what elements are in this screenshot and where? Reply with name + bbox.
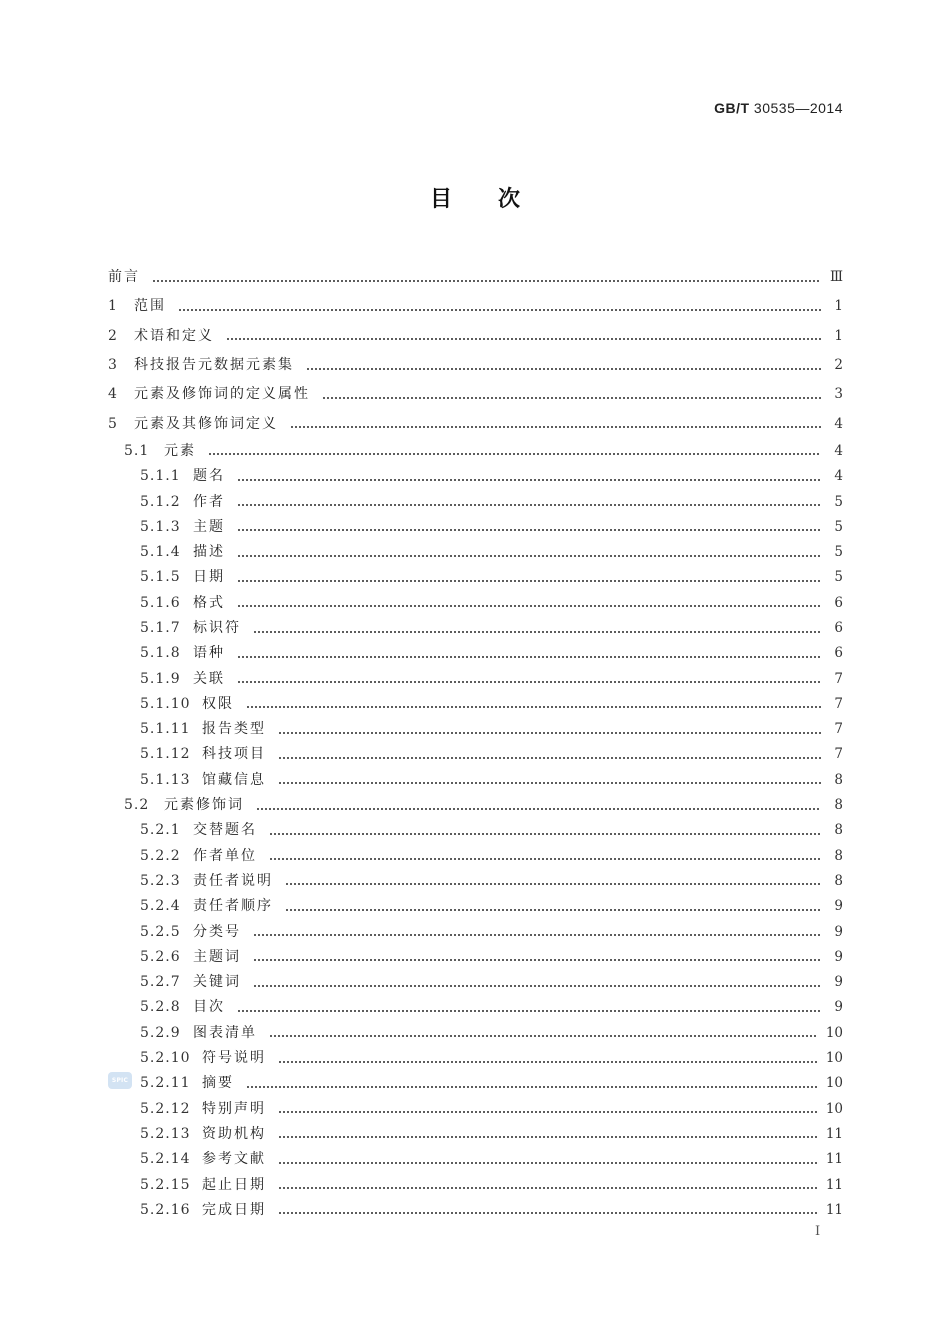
toc-dot-leader (256, 808, 821, 810)
toc-dot-leader (253, 959, 821, 961)
toc-entry-number: 5.2.16 (140, 1201, 191, 1218)
toc-dot-leader (322, 397, 821, 399)
toc-entry-title: 分类号 (193, 923, 241, 940)
toc-entry-page: 8 (834, 797, 843, 814)
toc-entry-page: 5 (834, 544, 843, 561)
standard-code (714, 100, 843, 116)
toc-dot-leader (278, 1187, 818, 1189)
page-folio: I (815, 1224, 821, 1239)
toc-entry-number: 1 (108, 298, 118, 315)
toc-entry-page: 8 (834, 822, 843, 839)
toc-entry-number: 5.1.11 (140, 721, 191, 738)
toc-dot-leader (246, 1086, 818, 1088)
toc-entry-page: 8 (834, 872, 843, 889)
toc-entry-page: 8 (834, 771, 843, 788)
toc-entry-title: 关联 (193, 670, 225, 687)
toc-entry[interactable] (108, 464, 843, 489)
toc-entry[interactable] (108, 945, 843, 970)
toc-entry-page: 7 (834, 695, 843, 712)
toc-entry-number: 4 (108, 386, 118, 403)
toc-entry[interactable] (108, 1046, 843, 1071)
toc-entry-title: 参考文献 (202, 1151, 266, 1168)
toc-dot-leader (237, 656, 821, 658)
toc-dot-leader (278, 1212, 818, 1214)
toc-entry-page: 9 (834, 898, 843, 915)
page-title: 目次 (429, 187, 566, 212)
toc-dot-leader (237, 529, 821, 531)
toc-entry-number: 5.1.4 (140, 544, 181, 561)
toc-entry[interactable] (108, 844, 843, 869)
toc-dot-leader (278, 1111, 818, 1113)
toc-entry-number: 5.2.11 (140, 1075, 191, 1092)
toc-entry-page: 9 (834, 974, 843, 991)
toc-entry-title: 完成日期 (202, 1201, 266, 1218)
toc-entry-number: 5.2.5 (140, 923, 181, 940)
toc-entry-page: 4 (834, 442, 843, 459)
toc-dot-leader (152, 280, 821, 282)
toc-entry[interactable] (108, 692, 843, 717)
toc-entry-number: 2 (108, 327, 118, 344)
toc-entry[interactable] (108, 1071, 843, 1096)
toc-entry-number: 5.2.9 (140, 1024, 181, 1041)
toc-entry-page: 9 (834, 948, 843, 965)
toc-entry-page: 11 (825, 1176, 843, 1193)
toc-dot-leader (278, 782, 821, 784)
toc-dot-leader (226, 338, 821, 340)
toc-dot-leader (253, 985, 821, 987)
toc-entry[interactable] (108, 439, 843, 464)
toc-entry-page: 4 (834, 415, 843, 432)
toc-entry-title: 科技项目 (202, 746, 266, 763)
toc-entry-title: 起止日期 (202, 1176, 266, 1193)
toc-entry-page: 11 (825, 1125, 843, 1142)
toc-entry-page: 10 (825, 1100, 843, 1117)
toc-entry-title: 图表清单 (193, 1024, 257, 1041)
toc-entry-title: 报告类型 (202, 721, 266, 738)
toc-entry-page: Ⅲ (829, 269, 843, 286)
toc-entry-title: 元素修饰词 (164, 797, 244, 814)
toc-dot-leader (237, 1010, 821, 1012)
watermark-text: SPIC (111, 1077, 129, 1084)
standard-prefix: GB/T (714, 100, 750, 116)
toc-dot-leader (237, 681, 821, 683)
standard-number: 30535—2014 (753, 100, 843, 116)
toc-entry-number: 5.2.6 (140, 948, 181, 965)
toc-dot-leader (278, 1136, 818, 1138)
toc-entry-page: 7 (834, 670, 843, 687)
toc-entry-page: 7 (834, 721, 843, 738)
toc-entry-page: 10 (825, 1050, 843, 1067)
toc-entry-page: 9 (834, 923, 843, 940)
toc-entry-page: 7 (834, 746, 843, 763)
toc-entry[interactable] (108, 970, 843, 995)
toc-entry-page: 6 (834, 594, 843, 611)
toc-entry[interactable] (108, 565, 843, 590)
toc-entry[interactable] (108, 1147, 843, 1172)
toc-entry-number: 5.1.8 (140, 645, 181, 662)
toc-entry-title: 资助机构 (202, 1125, 266, 1142)
toc-entry-title: 术语和定义 (134, 327, 214, 344)
toc-entry-page: 8 (834, 847, 843, 864)
toc-entry-title: 作者单位 (193, 847, 257, 864)
toc-dot-leader (290, 426, 821, 428)
toc-entry[interactable] (108, 591, 843, 616)
toc-entry-number: 5.1.3 (140, 518, 181, 535)
toc-entry[interactable] (108, 380, 843, 409)
toc-dot-leader (237, 479, 821, 481)
toc-entry[interactable] (108, 351, 843, 380)
toc-dot-leader (237, 605, 821, 607)
toc-entry-page: 10 (825, 1075, 843, 1092)
toc-entry[interactable] (108, 666, 843, 691)
toc-entry-page: 6 (834, 645, 843, 662)
toc-entry-page: 10 (825, 1024, 843, 1041)
toc-entry-number: 5.2.3 (140, 872, 181, 889)
toc-dot-leader (237, 580, 821, 582)
toc-entry[interactable] (108, 1198, 843, 1223)
toc-entry-number: 5.2.4 (140, 898, 181, 915)
toc-dot-leader (208, 453, 821, 455)
toc-entry[interactable] (108, 263, 843, 292)
toc-entry-title: 摘要 (202, 1075, 234, 1092)
toc-entry-number: 5.2 (124, 797, 150, 814)
toc-entry-number: 5.2.15 (140, 1176, 191, 1193)
toc-entry-title: 语种 (193, 645, 225, 662)
toc-dot-leader (285, 909, 821, 911)
toc-entry-page: 11 (825, 1151, 843, 1168)
toc-dot-leader (285, 883, 821, 885)
toc-dot-leader (237, 555, 821, 557)
toc-entry-title: 科技报告元数据元素集 (134, 357, 294, 374)
toc-entry-title: 责任者顺序 (193, 898, 273, 915)
toc-entry-title: 元素及其修饰词定义 (134, 415, 278, 432)
toc-entry[interactable] (108, 641, 843, 666)
toc-dot-leader (269, 1035, 818, 1037)
watermark-logo (108, 1072, 132, 1089)
toc-entry-title: 权限 (202, 695, 234, 712)
toc-entry-page: 5 (834, 493, 843, 510)
toc-entry-title: 主题 (193, 518, 225, 535)
toc-entry-number: 5.1.7 (140, 620, 181, 636)
toc-entry-title: 作者 (193, 493, 225, 510)
toc-entry-title: 格式 (193, 594, 225, 611)
toc-entry-title: 目次 (193, 999, 225, 1016)
toc-entry-title: 描述 (193, 544, 225, 561)
toc-entry[interactable] (108, 1021, 843, 1046)
toc-entry[interactable] (108, 1172, 843, 1197)
toc-dot-leader (178, 309, 821, 311)
toc-entry-number: 5 (108, 415, 118, 432)
toc-entry-page: 1 (834, 298, 843, 315)
toc-entry-number: 5.1.6 (140, 594, 181, 611)
toc-entry-number: 5.1.10 (140, 695, 191, 712)
toc-entry-page: 3 (834, 386, 843, 403)
toc-dot-leader (278, 1061, 818, 1063)
toc-dot-leader (253, 631, 821, 633)
toc-dot-leader (269, 858, 821, 860)
toc-entry-title: 馆藏信息 (202, 771, 266, 788)
toc-entry[interactable] (108, 818, 843, 843)
toc-dot-leader (278, 732, 821, 734)
toc-entry-title: 特别声明 (202, 1100, 266, 1117)
toc-entry[interactable] (108, 793, 843, 818)
toc-entry-number: 5.2.1 (140, 822, 181, 839)
toc-entry-number: 5.2.12 (140, 1100, 191, 1117)
toc-entry-number: 5.1.12 (140, 746, 191, 763)
toc-entry-page: 4 (834, 468, 843, 485)
toc-entry-title: 元素及修饰词的定义属性 (134, 386, 310, 403)
toc-entry-page: 9 (834, 999, 843, 1016)
toc-entry-title: 前言 (108, 269, 140, 286)
toc-entry-page: 5 (834, 569, 843, 586)
toc-entry[interactable] (108, 1097, 843, 1122)
toc-entry[interactable] (108, 768, 843, 793)
toc-entry-title: 日期 (193, 569, 225, 586)
toc-entry-title: 标识符 (193, 620, 241, 636)
toc-entry-number: 5.2.13 (140, 1125, 191, 1142)
toc-entry-page: 1 (834, 327, 843, 344)
toc-dot-leader (278, 757, 821, 759)
toc-entry[interactable] (108, 616, 843, 641)
toc-entry-title: 主题词 (193, 948, 241, 965)
toc-entry-number: 5.1.9 (140, 670, 181, 687)
toc-entry[interactable] (108, 894, 843, 919)
toc-entry[interactable] (108, 995, 843, 1020)
toc-dot-leader (278, 1162, 818, 1164)
toc-entry-number: 5.2.7 (140, 974, 181, 991)
toc-dot-leader (253, 934, 821, 936)
toc-entry-title: 交替题名 (193, 822, 257, 839)
toc-entry-page: 6 (834, 620, 843, 636)
toc-dot-leader (246, 706, 821, 708)
toc-entry-page: 5 (834, 518, 843, 535)
toc-entry[interactable] (108, 742, 843, 767)
toc-entry-number: 5.2.2 (140, 847, 181, 864)
toc-entry-number: 5.1.13 (140, 771, 191, 788)
toc-entry[interactable] (108, 919, 843, 944)
toc-entry-page: 2 (834, 357, 843, 374)
toc-entry-title: 元素 (164, 442, 196, 459)
toc-entry[interactable] (108, 409, 843, 438)
toc-entry-title: 范围 (134, 298, 166, 315)
toc-entry-number: 5.2.10 (140, 1050, 191, 1067)
toc-entry-number: 5.2.14 (140, 1151, 191, 1168)
toc-dot-leader (237, 504, 821, 506)
toc-entry-title: 关键词 (193, 974, 241, 991)
toc-entry-title: 符号说明 (202, 1050, 266, 1067)
toc-entry-number: 5.1.1 (140, 468, 181, 485)
toc-entry-page: 11 (825, 1201, 843, 1218)
table-of-contents (108, 263, 843, 1223)
toc-entry-title: 责任者说明 (193, 872, 273, 889)
toc-entry[interactable] (108, 869, 843, 894)
toc-entry[interactable] (108, 1122, 843, 1147)
toc-entry[interactable] (108, 292, 843, 321)
toc-entry-number: 5.1 (124, 442, 150, 459)
toc-entry[interactable] (108, 322, 843, 351)
toc-entry[interactable] (108, 515, 843, 540)
toc-entry-number: 5.1.2 (140, 493, 181, 510)
toc-entry-number: 5.2.8 (140, 999, 181, 1016)
toc-entry[interactable] (108, 489, 843, 514)
toc-entry[interactable] (108, 717, 843, 742)
toc-entry-number: 5.1.5 (140, 569, 181, 586)
toc-dot-leader (306, 368, 821, 370)
toc-entry-title: 题名 (193, 468, 225, 485)
toc-dot-leader (269, 833, 821, 835)
toc-entry-number: 3 (108, 357, 118, 374)
toc-entry[interactable] (108, 540, 843, 565)
